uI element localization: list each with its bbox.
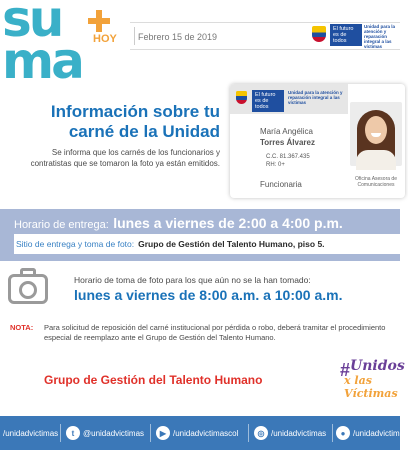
card-blood-type: RH: 0+ <box>266 162 285 168</box>
social-instagram-label: /unidadvictimas <box>271 428 327 438</box>
delivery-schedule <box>14 215 343 233</box>
unidos-hash: # <box>340 360 351 380</box>
social-flickr[interactable] <box>336 425 408 441</box>
youtube-icon: ▶ <box>156 426 170 440</box>
camera-icon <box>8 268 48 304</box>
social-twitter[interactable] <box>66 425 144 441</box>
social-facebook-label: /unidadvictimas <box>3 428 59 438</box>
header <box>0 0 400 90</box>
card-header <box>230 84 348 114</box>
card-role: Funcionaria <box>260 180 302 189</box>
divider <box>60 424 61 442</box>
unidos-logo <box>340 352 405 400</box>
unidos-line1: Unidos <box>350 358 405 374</box>
social-bar <box>0 416 408 450</box>
social-flickr-label: /unidadvictimas <box>353 428 408 438</box>
delivery-place <box>14 234 400 254</box>
social-instagram[interactable] <box>254 425 326 441</box>
card-gov-slogan: El futuro es de todos <box>252 90 284 112</box>
logo-su: su <box>2 0 62 48</box>
flickr-icon: ● <box>336 426 350 440</box>
logo-hoy: HOY <box>93 33 117 45</box>
gov-logo <box>312 22 400 48</box>
card-office: Oficina Asesora de Comunicaciones <box>355 176 397 188</box>
divider <box>150 424 151 442</box>
card-first-name: María Angélica <box>260 127 313 136</box>
intro-text: Se informa que los carnés de los funcionarios y contratistas que se tomaron la foto ya están emitidos. <box>30 148 220 168</box>
divider <box>332 424 333 442</box>
card-last-name: Torres Álvarez <box>260 138 315 147</box>
header-divider <box>134 27 135 45</box>
colombia-shield-icon <box>236 91 247 104</box>
id-card <box>230 84 405 198</box>
card-gov-unit: Unidad para la atención y reparación integral a las víctimas <box>288 90 343 105</box>
unidos-line2: x las Víctimas <box>344 374 398 400</box>
gov-slogan: El futuro es de todos <box>330 24 362 46</box>
divider <box>248 424 249 442</box>
note-text: Para solicitud de reposición del carné institucional por pérdida o robo, deberá tramitar el procedimiento especial de reemplazo ante el Grupo de Gestión del Talento Humano. <box>44 323 386 342</box>
social-youtube-label: /unidadvictimascol <box>173 428 239 438</box>
twitter-icon: t <box>66 426 80 440</box>
card-photo <box>350 102 402 166</box>
page-title: Información sobre tu carné de la Unidad <box>50 102 220 141</box>
delivery-place-label: Sitio de entrega y toma de foto: <box>16 239 135 249</box>
social-youtube[interactable] <box>156 425 238 441</box>
colombia-shield-icon <box>312 26 326 42</box>
social-facebook[interactable] <box>0 425 58 441</box>
social-twitter-label: @unidadvictimas <box>83 428 145 438</box>
logo-ma: ma <box>2 32 82 90</box>
group-name: Grupo de Gestión del Talento Humano <box>44 373 263 387</box>
plus-icon <box>88 10 110 32</box>
instagram-icon: ◎ <box>254 426 268 440</box>
note-label: NOTA: <box>10 323 34 332</box>
gov-unit: Unidad para la atención y reparación integral a las víctimas <box>364 24 396 49</box>
delivery-schedule-value: lunes a viernes de 2:00 a 4:00 p.m. <box>113 215 343 231</box>
card-id-number: C.C. 81.367.435 <box>266 154 310 160</box>
photo-schedule-label: Horario de toma de foto para los que aún no se la han tomado: <box>74 275 311 285</box>
publish-date: Febrero 15 de 2019 <box>138 32 218 42</box>
delivery-schedule-label: Horario de entrega: <box>14 219 109 231</box>
photo-schedule-value: lunes a viernes de 8:00 a.m. a 10:00 a.m. <box>74 287 343 303</box>
delivery-place-value: Grupo de Gestión del Talento Humano, piso 5. <box>138 239 325 249</box>
